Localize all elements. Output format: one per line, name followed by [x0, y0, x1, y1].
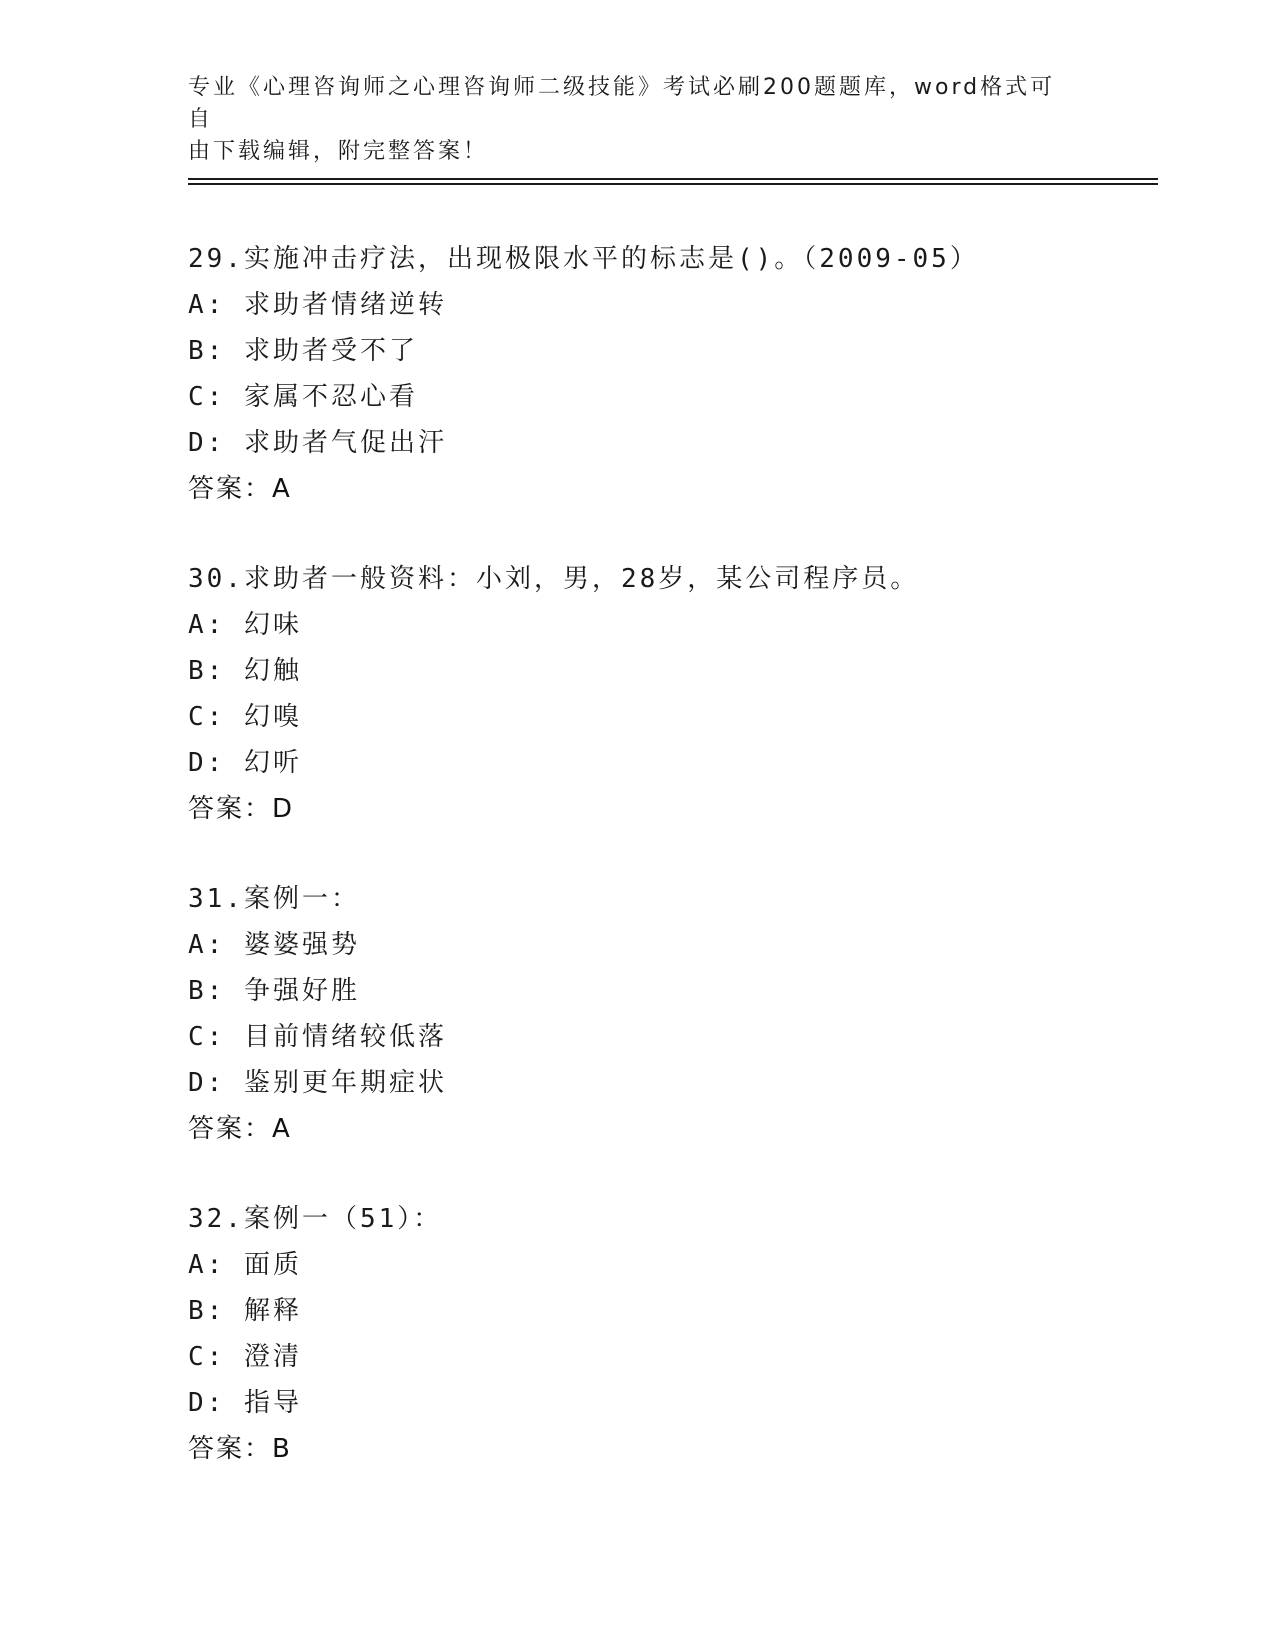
question-29	[188, 236, 1148, 512]
header-line-2: 由下载编辑，附完整答案！	[188, 139, 489, 164]
answer-line: 答案：B	[188, 1434, 292, 1464]
option-c: C: 澄清	[188, 1342, 302, 1372]
option-b: B: 解释	[188, 1296, 302, 1326]
option-b: B: 求助者受不了	[188, 336, 418, 366]
header-line-1: 专业《心理咨询师之心理咨询师二级技能》考试必刷200题题库，word格式可自	[188, 75, 1056, 132]
option-a: A: 婆婆强势	[188, 930, 360, 960]
question-stem: 30.求助者一般资料：小刘，男，28岁，某公司程序员。	[188, 564, 920, 594]
option-a: A: 面质	[188, 1250, 302, 1280]
question-stem: 31.案例一：	[188, 884, 360, 914]
header-divider-top	[188, 178, 1158, 180]
option-c: C: 目前情绪较低落	[188, 1022, 447, 1052]
option-c: C: 幻嗅	[188, 702, 302, 732]
question-stem: 29.实施冲击疗法，出现极限水平的标志是()。（2009-05）	[188, 244, 979, 274]
option-a: A: 幻味	[188, 610, 302, 640]
option-d: D: 鉴别更年期症状	[188, 1068, 447, 1098]
question-30	[188, 556, 1148, 832]
option-d: D: 指导	[188, 1388, 302, 1418]
answer-line: 答案：A	[188, 474, 292, 504]
question-32	[188, 1196, 1148, 1472]
option-c: C: 家属不忍心看	[188, 382, 418, 412]
document-header	[188, 72, 1068, 168]
option-a: A: 求助者情绪逆转	[188, 290, 447, 320]
answer-line: 答案：D	[188, 794, 295, 824]
question-31	[188, 876, 1148, 1152]
answer-line: 答案：A	[188, 1114, 292, 1144]
header-divider-bottom	[188, 183, 1158, 185]
option-b: B: 争强好胜	[188, 976, 360, 1006]
question-stem: 32.案例一（51）：	[188, 1204, 443, 1234]
option-d: D: 幻听	[188, 748, 302, 778]
option-b: B: 幻触	[188, 656, 302, 686]
option-d: D: 求助者气促出汗	[188, 428, 447, 458]
